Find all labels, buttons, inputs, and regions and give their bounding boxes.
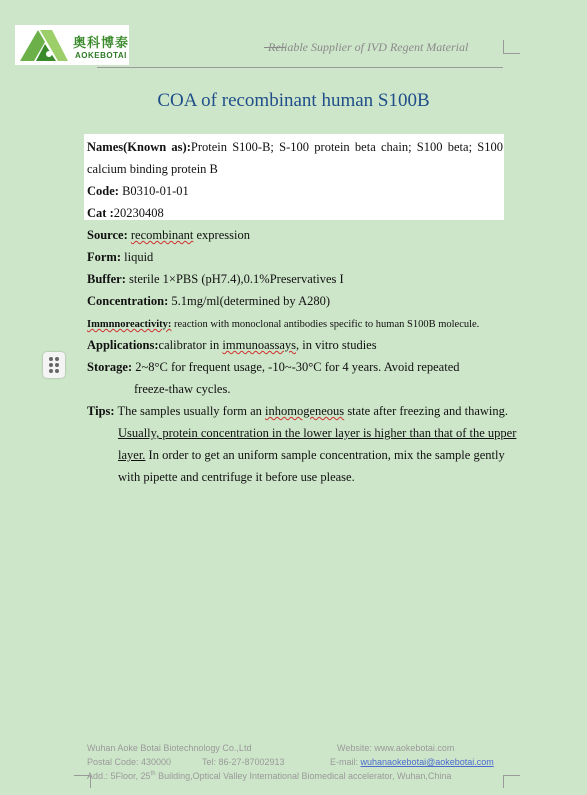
- tips-line-2: Usually, protein concentration in the lower layer is higher than that of the upper: [118, 426, 517, 440]
- storage-line-2: freeze-thaw cycles.: [134, 382, 231, 396]
- buffer-value: sterile 1×PBS (pH7.4),0.1%Preservatives I: [125, 272, 344, 286]
- footer-postal: Postal Code: 430000: [87, 757, 172, 767]
- source-value-rest: expression: [193, 228, 250, 242]
- applications-value-a: calibrator in: [158, 338, 223, 352]
- footer-address-sup: th: [150, 771, 156, 777]
- tips-text-3a: layer.: [118, 448, 146, 462]
- applications-line: [87, 337, 377, 353]
- form-label: Form:: [87, 250, 122, 264]
- footer-company: Wuhan Aoke Botai Biotechnology Co.,Ltd: [87, 743, 252, 753]
- document-title: COA of recombinant human S100B: [157, 90, 430, 111]
- tips-text-1a: The samples usually form an: [114, 404, 266, 418]
- concentration-value: 5.1mg/ml(determined by A280): [168, 294, 331, 308]
- aokebotai-logo-icon: [18, 28, 70, 62]
- tips-label: Tips:: [87, 404, 115, 418]
- names-value: Protein S100-B; S-100 protein beta chain; S100 beta; S100: [190, 140, 503, 154]
- form-line: [87, 249, 153, 265]
- storage-value-1: 2~8°C for frequent usage, -10~-30°C for 4 years. Avoid repeated: [132, 360, 460, 374]
- concentration-label: Concentration:: [87, 294, 169, 308]
- logo-chinese-name: 奥科博泰: [73, 36, 130, 51]
- applications-value-c: , in vitro studies: [296, 338, 377, 352]
- footer-website: Website: www.aokebotai.com: [337, 743, 455, 753]
- tips-text-3b: In order to get an uniform sample concentration, mix the sample gently: [145, 448, 505, 462]
- footer-address: [87, 769, 451, 782]
- tips-line-4: with pipette and centrifuge it before use please.: [118, 470, 355, 484]
- code-value: B0310-01-01: [118, 184, 189, 198]
- applications-label: Applications:: [87, 338, 159, 352]
- storage-label: Storage:: [87, 360, 133, 374]
- margin-corner-bottom-right: [503, 775, 520, 788]
- logo-english-name: AOKEBOTAI: [75, 51, 127, 60]
- tips-line-3: [118, 447, 505, 463]
- code-label: Code:: [87, 184, 119, 198]
- concentration-line: [87, 293, 330, 309]
- margin-corner-top-right: [503, 40, 520, 54]
- footer-email: [330, 757, 494, 768]
- source-label: Source:: [87, 228, 128, 242]
- footer-email-label: E-mail:: [330, 757, 361, 767]
- margin-corner-bottom-left: [74, 775, 91, 788]
- immunoreactivity-line: [87, 315, 479, 333]
- names-line-1: [87, 139, 503, 155]
- immunoreactivity-value: reaction with monoclonal antibodies specific to human S100B molecule.: [171, 319, 480, 330]
- source-line: [87, 227, 250, 243]
- code-line: [87, 183, 189, 199]
- buffer-line: [87, 271, 344, 287]
- applications-value-b: immunoassays: [222, 338, 297, 352]
- footer-address-a: Add.: 5Floor, 25: [87, 771, 151, 781]
- footer-tel: Tel: 86-27-87002913: [202, 757, 285, 767]
- footer-email-link[interactable]: wuhanaokebotai@aokebotai.com: [360, 757, 494, 767]
- header-tagline: Reliable Supplier of IVD Regent Material: [268, 40, 469, 54]
- tips-line-1: [87, 403, 508, 419]
- drag-handle-icon[interactable]: [43, 352, 65, 378]
- footer-address-b: Building,Optical Valley International Biomedical accelerator, Wuhan,China: [155, 771, 452, 781]
- storage-line-1: [87, 359, 460, 375]
- source-value-word: recombinant: [130, 228, 194, 242]
- form-value: liquid: [121, 250, 154, 264]
- company-logo: [15, 25, 129, 65]
- tips-text-1c: state after freezing and thawing.: [344, 404, 508, 418]
- cat-value: 20230408: [113, 206, 164, 220]
- immunoreactivity-label: Immnnoreactivity:: [87, 319, 172, 330]
- cat-line: [87, 205, 164, 221]
- names-label: Names(Known as):: [87, 140, 191, 154]
- tips-text-1b: inhomogeneous: [265, 404, 345, 418]
- header-divider: [97, 67, 503, 68]
- names-line-2: calcium binding protein B: [87, 162, 218, 176]
- cat-label: Cat :: [87, 206, 114, 220]
- buffer-label: Buffer:: [87, 272, 126, 286]
